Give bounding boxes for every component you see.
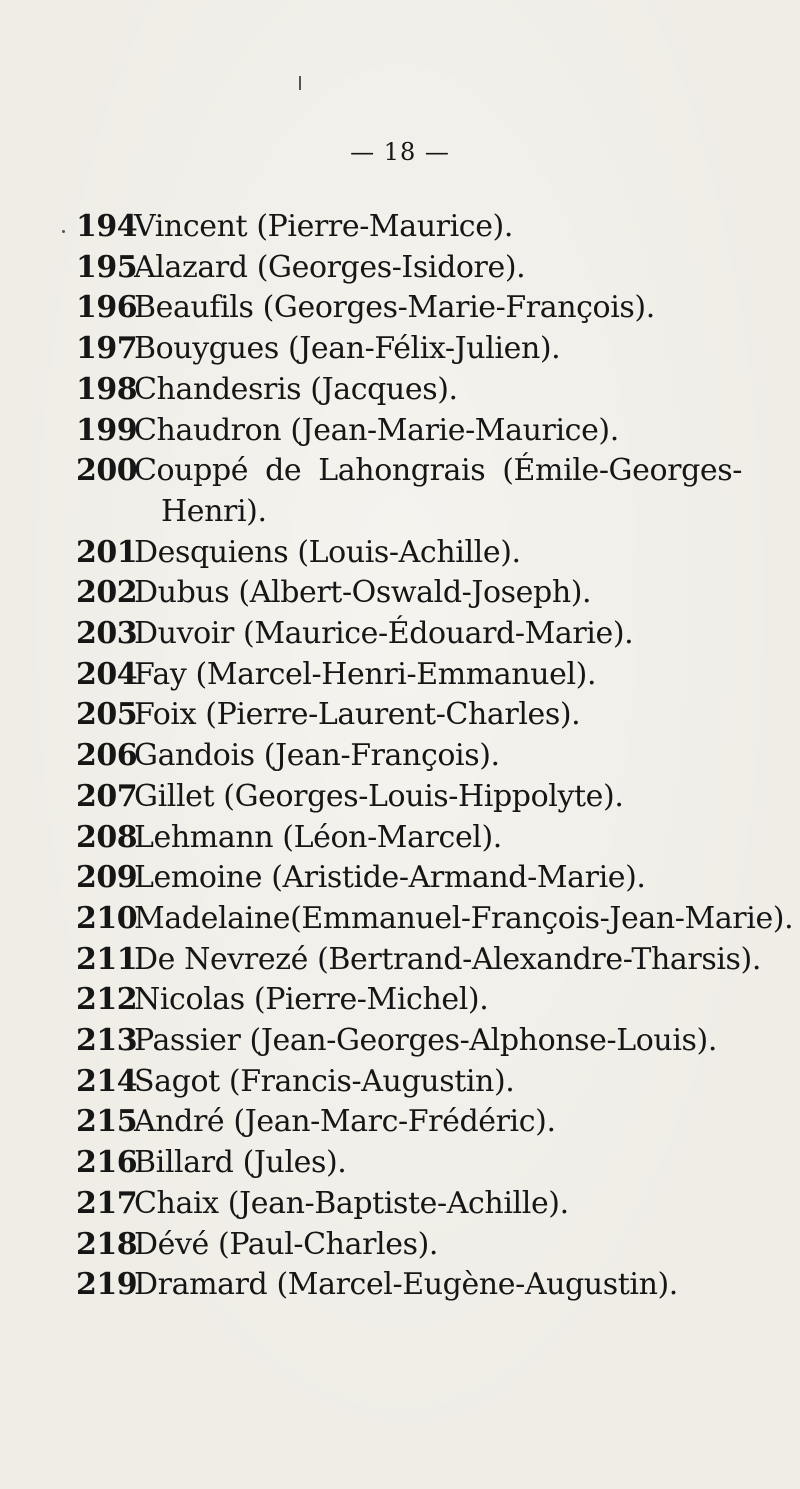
entry-name: Billard (Jules). [134, 1145, 347, 1181]
list-item [76, 899, 794, 940]
entry-number: 214 [76, 1063, 138, 1099]
list-item [76, 207, 766, 248]
entry-name: Alazard (Georges-Isidore). [134, 249, 526, 285]
entry-name: Sagot (Francis-Augustin). [134, 1063, 515, 1099]
entry-number: 209 [76, 860, 138, 896]
entry-name: Chandesris (Jacques). [134, 371, 458, 407]
entry-name: Gillet (Georges-Louis-Hippolyte). [134, 778, 624, 814]
entry-number: 194 [76, 209, 138, 244]
entry-number: 204 [76, 656, 138, 692]
entry-number: 203 [76, 616, 138, 652]
list-item [76, 818, 766, 859]
page-number: — 18 — [350, 138, 450, 166]
entry-number: 213 [76, 1023, 138, 1059]
entry-number: 210 [76, 900, 138, 936]
list-item [76, 1021, 766, 1062]
entry-number: 212 [76, 982, 138, 1018]
entry-name: Lehmann (Léon-Marcel). [134, 819, 502, 855]
entry-name: Madelaine(Emmanuel-François-Jean-Marie). [134, 900, 794, 936]
entry-name: Bouygues (Jean-Félix-Julien). [134, 331, 561, 367]
entry-number: 205 [76, 697, 138, 733]
entry-name-part: de [265, 453, 302, 489]
entry-name: Dévé (Paul-Charles). [134, 1226, 439, 1262]
entry-continuation: Henri). [161, 493, 267, 529]
entry-number: 198 [76, 371, 138, 407]
list-item [76, 370, 766, 411]
entry-number: 218 [76, 1226, 138, 1262]
list-item [76, 777, 766, 818]
entry-name: Fay (Marcel-Henri-Emmanuel). [134, 656, 597, 692]
list-item [76, 1184, 766, 1225]
entry-number: 211 [76, 941, 138, 977]
entry-number: 207 [76, 778, 138, 814]
entry-number: 216 [76, 1145, 138, 1181]
list-item [76, 248, 766, 289]
entry-name: Passier (Jean-Georges-Alphonse-Louis). [134, 1023, 717, 1059]
entry-number: 199 [76, 412, 138, 448]
list-item [76, 1265, 766, 1306]
entry-number: 196 [76, 290, 138, 326]
entry-name: Beaufils (Georges-Marie-François). [134, 290, 655, 326]
name-list [76, 207, 794, 1306]
entry-number: 215 [76, 1104, 138, 1140]
list-item [76, 858, 766, 899]
entry-name: Chaix (Jean-Baptiste-Achille). [134, 1185, 569, 1221]
list-item [76, 1062, 766, 1103]
stray-mark [299, 76, 301, 90]
list-item [76, 655, 766, 696]
entry-name: Dubus (Albert-Oswald-Joseph). [134, 575, 592, 611]
entry-name-part: Lahongrais [318, 453, 486, 489]
entry-name: Gandois (Jean-François). [134, 738, 500, 774]
entry-number: 195 [76, 249, 138, 285]
list-item [76, 573, 766, 614]
stray-dot [62, 230, 65, 233]
entry-number: 197 [76, 331, 138, 367]
entry-number: 200 [76, 453, 138, 489]
entry-name: Dramard (Marcel-Eugène-Augustin). [134, 1267, 678, 1303]
entry-number: 202 [76, 575, 138, 611]
entry-name: Chaudron (Jean-Marie-Maurice). [134, 412, 619, 448]
entry-name [134, 451, 766, 492]
entry-name: Lemoine (Aristide-Armand-Marie). [134, 860, 646, 896]
list-item [76, 1225, 766, 1266]
list-item [76, 736, 766, 777]
entry-name: De Nevrezé (Bertrand-Alexandre-Tharsis). [134, 941, 761, 977]
entry-number: 201 [76, 534, 138, 570]
list-item [76, 695, 766, 736]
entry-number: 219 [76, 1267, 138, 1303]
list-item [76, 533, 766, 574]
list-item [76, 451, 766, 492]
entry-name: Foix (Pierre-Laurent-Charles). [134, 697, 581, 733]
list-item [76, 329, 766, 370]
list-item [76, 940, 766, 981]
entry-name-part: Couppé [134, 453, 249, 489]
entry-number: 217 [76, 1185, 138, 1221]
entry-name: Nicolas (Pierre-Michel). [134, 982, 489, 1018]
list-item [76, 1102, 766, 1143]
list-item [76, 1143, 766, 1184]
entry-name: Duvoir (Maurice-Édouard-Marie). [134, 616, 634, 652]
entry-name: Vincent (Pierre-Maurice). [134, 209, 513, 244]
list-item [76, 980, 766, 1021]
list-item [76, 614, 766, 655]
entry-name-part: (Émile-Georges- [502, 453, 742, 489]
entry-name: Desquiens (Louis-Achille). [134, 534, 521, 570]
entry-number: 208 [76, 819, 138, 855]
entry-name: André (Jean-Marc-Frédéric). [134, 1104, 556, 1140]
entry-number: 206 [76, 738, 138, 774]
list-item [76, 288, 766, 329]
list-item [76, 411, 766, 452]
